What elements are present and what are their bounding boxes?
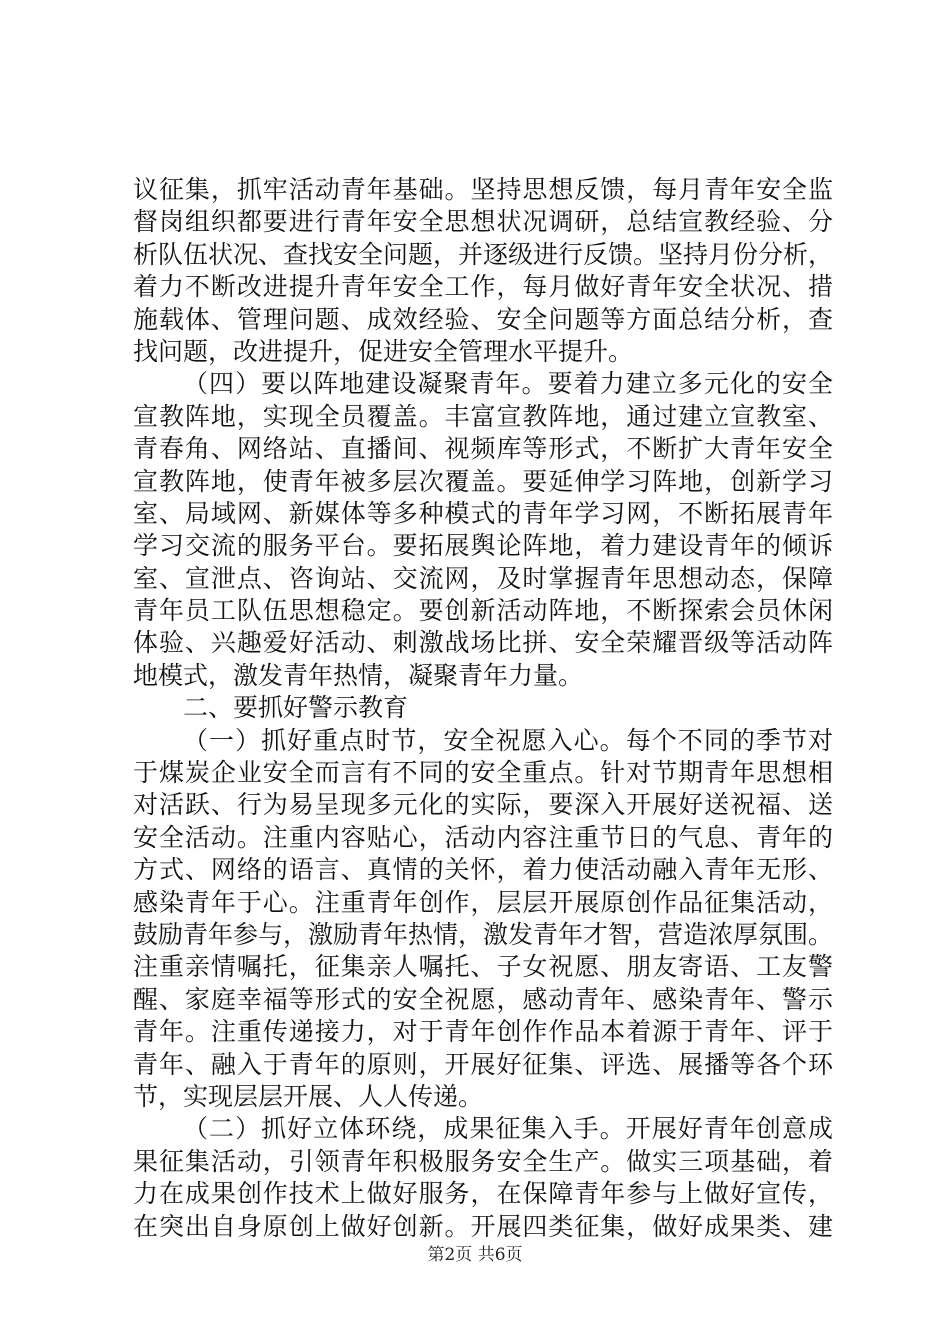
text-line: 宣教阵地，实现全员覆盖。丰富宣教阵地，通过建立宣教室、 (133, 401, 833, 431)
text-line: 醒、家庭幸福等形式的安全祝愿，感动青年、感染青年、警示 (133, 984, 833, 1014)
text-line: 方式、网络的语言、真情的关怀，着力使活动融入青年无形、 (133, 855, 833, 885)
text-line: 室、局域网、新媒体等多种模式的青年学习网，不断拓展青年 (133, 498, 833, 528)
text-line: 二、要抓好警示教育 (183, 693, 409, 723)
text-line: 地模式，激发青年热情，凝聚青年力量。 (133, 660, 584, 690)
text-line: 着力不断改进提升青年安全工作，每月做好青年安全状况、措 (133, 272, 833, 302)
text-line: 督岗组织都要进行青年安全思想状况调研，总结宣教经验、分 (133, 207, 833, 237)
text-line: 找问题，改进提升，促进安全管理水平提升。 (133, 336, 634, 366)
text-line: 感染青年于心。注重青年创作，层层开展原创作品征集活动， (133, 887, 833, 917)
page-footer: 第2页 共6页 (427, 1245, 523, 1265)
text-line: 青年。注重传递接力，对于青年创作作品本着源于青年、评于 (133, 1017, 833, 1047)
text-line: 室、宣泄点、咨询站、交流网，及时掌握青年思想动态，保障 (133, 563, 833, 593)
text-line: 青年、融入于青年的原则，开展好征集、评选、展播等各个环 (133, 1049, 833, 1079)
text-line: 体验、兴趣爱好活动、刺激战场比拼、安全荣耀晋级等活动阵 (133, 628, 833, 658)
text-line: （一）抓好重点时节，安全祝愿入心。每个不同的季节对 (183, 725, 833, 755)
document-body (133, 174, 833, 1243)
text-line: 节，实现层层开展、人人传递。 (133, 1081, 484, 1111)
text-line: 学习交流的服务平台。要拓展舆论阵地，着力建设青年的倾诉 (133, 531, 833, 561)
text-line: 于煤炭企业安全而言有不同的安全重点。针对节期青年思想相 (133, 758, 833, 788)
text-line: 果征集活动，引领青年积极服务安全生产。做实三项基础，着 (133, 1146, 833, 1176)
text-line: （二）抓好立体环绕，成果征集入手。开展好青年创意成 (183, 1114, 833, 1144)
text-line: 宣教阵地，使青年被多层次覆盖。要延伸学习阵地，创新学习 (133, 466, 833, 496)
text-line: 安全活动。注重内容贴心，活动内容注重节日的气息、青年的 (133, 822, 833, 852)
text-line: 青年员工队伍思想稳定。要创新活动阵地，不断探索会员休闲 (133, 596, 833, 626)
text-line: （四）要以阵地建设凝聚青年。要着力建立多元化的安全 (183, 369, 833, 399)
text-line: 青春角、网络站、直播间、视频库等形式，不断扩大青年安全 (133, 434, 833, 464)
text-line: 对活跃、行为易呈现多元化的实际，要深入开展好送祝福、送 (133, 790, 833, 820)
text-line: 在突出自身原创上做好创新。开展四类征集，做好成果类、建 (133, 1211, 833, 1241)
text-line: 析队伍状况、查找安全问题，并逐级进行反馈。坚持月份分析， (133, 239, 834, 269)
text-line: 施载体、管理问题、成效经验、安全问题等方面总结分析，查 (133, 304, 833, 334)
text-line: 力在成果创作技术上做好服务，在保障青年参与上做好宣传， (133, 1179, 833, 1209)
text-line: 鼓励青年参与，激励青年热情，激发青年才智，营造浓厚氛围。 (133, 919, 834, 949)
text-line: 注重亲情嘱托，征集亲人嘱托、子女祝愿、朋友寄语、工友警 (133, 952, 833, 982)
text-line: 议征集，抓牢活动青年基础。坚持思想反馈，每月青年安全监 (133, 175, 833, 204)
